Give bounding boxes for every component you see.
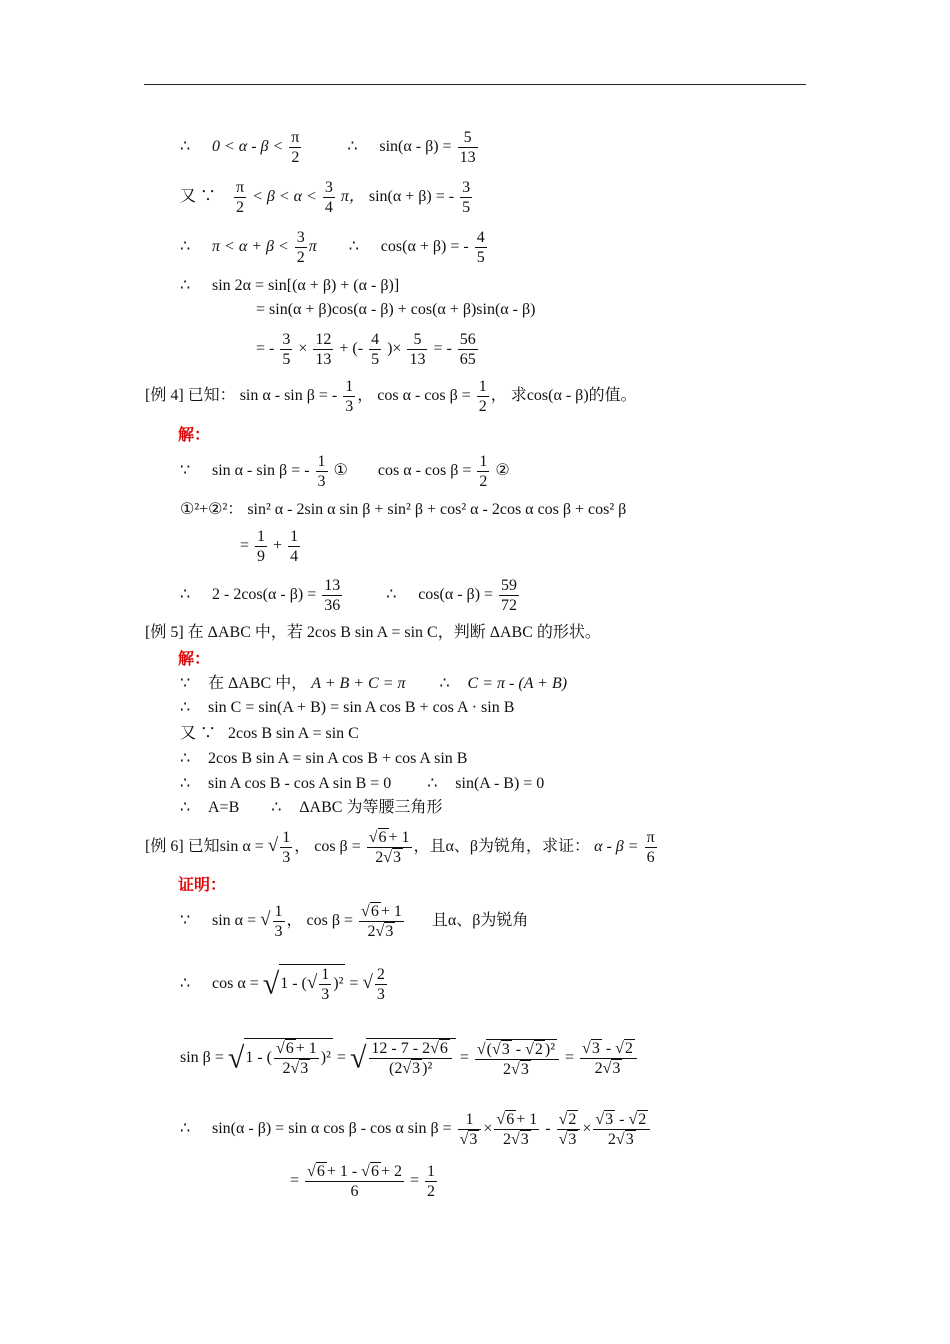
line-27: = $\frac{√6 + 1 - √6 + 2}{6}$ = $\frac{1}{2}$ bbox=[290, 1163, 436, 1200]
line-6: = - $\frac{3}{5}$ × $\frac{12}{13}$ + (- $\frac{4}{5}$ )× $\frac{5}{13}$ = - $\frac{56}{65}$ bbox=[256, 331, 476, 368]
line-23: ∵ sin α = √ $\frac{1}{3}$ ， cos β = $\frac{√6 + 1}{2√3}$ 且α、β为锐角 bbox=[180, 903, 529, 940]
fraction: $\frac{1}{√3}$ bbox=[458, 1110, 482, 1149]
fraction: $\frac{√6 + 1}{2√3}$ bbox=[275, 1040, 317, 1077]
line-16: ∴ sin C = sin(A + B) = sin A cos B + cos A · sin B bbox=[180, 699, 515, 716]
fraction: $\frac{\pi}{2}$ bbox=[236, 179, 245, 216]
fraction: $\frac{4}{5}$ bbox=[371, 331, 380, 368]
fraction: $\frac{1}{2}$ bbox=[427, 1163, 436, 1200]
fraction: $\frac{1}{9}$ bbox=[257, 528, 266, 565]
line-25: sin β = √1 - ( $\frac{√6 + 1}{2√3}$ )² = √ $\frac{12 - 7 - 2√6}{\text{(2√3 )²}}$ = $\frac{\text{√(√3 - √2 )²}}{2√3}$ = $\frac{√3 - √2}{2√3}$ bbox=[180, 1038, 639, 1079]
header-rule bbox=[144, 84, 806, 85]
line-3: ∴ π < α + β < $\frac{3}{2}$ π ∴ cos(α + β) = - $\frac{4}{5}$ bbox=[180, 229, 485, 266]
fraction: $\frac{3}{4}$ bbox=[324, 179, 333, 216]
fraction: $\frac{5}{13}$ bbox=[459, 129, 476, 166]
line-1: ∴ 0 < α - β < $\frac{\pi}{2}$ ∴ sin(α - β) = $\frac{5}{13}$ bbox=[180, 129, 476, 166]
fraction: $\frac{13}{36}$ bbox=[324, 577, 341, 614]
fraction: $\frac{1}{3}$ bbox=[282, 829, 291, 866]
fraction: $\frac{1}{3}$ bbox=[274, 903, 283, 940]
line-20: ∴ A=B ∴ ΔABC 为等腰三角形 bbox=[180, 799, 443, 816]
fraction: $\frac{5}{13}$ bbox=[409, 331, 426, 368]
line-19: ∴ sin A cos B - cos A sin B = 0 ∴ sin(A - B) = 0 bbox=[180, 775, 545, 792]
fraction: $\frac{1}{3}$ bbox=[345, 378, 354, 415]
fraction: $\frac{4}{5}$ bbox=[476, 229, 485, 266]
line-2: 又 ∵ $\frac{\pi}{2}$ < β < α < $\frac{3}{4}$ π， sin(α + β) = - $\frac{3}{5}$ bbox=[180, 179, 471, 216]
example-5: [例 5] 在 ΔABC 中，若 2cos B sin A = sin C，判断 ΔABC 的形状。 bbox=[145, 624, 601, 641]
fraction: $\frac{√2}{√3}$ bbox=[557, 1110, 581, 1149]
fraction: $\frac{12}{13}$ bbox=[315, 331, 332, 368]
proof-label: 证明： bbox=[178, 877, 227, 894]
solution-label: 解： bbox=[178, 651, 211, 668]
fraction: $\frac{3}{2}$ bbox=[296, 229, 305, 266]
line-11: = $\frac{1}{9}$ + $\frac{1}{4}$ bbox=[240, 528, 299, 565]
fraction: $\frac{12 - 7 - 2√6}{\text{(2√3 )²}}$ bbox=[369, 1039, 451, 1078]
fraction: $\frac{\pi}{2}$ bbox=[291, 129, 300, 166]
fraction: $\frac{√3 - √2}{2√3}$ bbox=[580, 1039, 637, 1078]
line-24: ∴ cos α = √1 - (√ $\frac{1}{3}$ )² = √ $\frac{2}{3}$ bbox=[180, 966, 385, 1003]
example-4: [例 4] 已知： sin α - sin β = - $\frac{1}{3}$ ， cos α - cos β = $\frac{1}{2}$ ， 求cos(α - β)的值。 bbox=[145, 378, 637, 415]
fraction: $\frac{59}{72}$ bbox=[501, 577, 518, 614]
line-12: ∴ 2 - 2cos(α - β) = $\frac{13}{36}$ ∴ cos(α - β) = $\frac{59}{72}$ bbox=[180, 577, 518, 614]
fraction: $\frac{\pi}{6}$ bbox=[646, 829, 655, 866]
example-6: [例 6] 已知sin α = √ $\frac{1}{3}$ ， cos β = $\frac{√6 + 1}{2√3}$ ，且α、β为锐角，求证： α - β = $\frac{\pi}{6}$ bbox=[145, 829, 655, 866]
line-15: ∵ 在 ΔABC 中， A + B + C = π ∴ C = π - (A + B) bbox=[180, 675, 568, 692]
fraction: $\frac{√6 + 1}{2√3}$ bbox=[496, 1111, 538, 1148]
fraction: $\frac{√6 + 1 - √6 + 2}{6}$ bbox=[307, 1163, 402, 1200]
fraction: $\frac{√6 + 1}{2√3}$ bbox=[361, 903, 402, 940]
fraction: $\frac{1}{2}$ bbox=[479, 453, 488, 490]
fraction: $\frac{\text{√(√3 - √2 )²}}{2√3}$ bbox=[475, 1039, 559, 1079]
line-18: ∴ 2cos B sin A = sin A cos B + cos A sin B bbox=[180, 750, 468, 767]
fraction: $\frac{56}{65}$ bbox=[459, 331, 476, 368]
fraction: $\frac{1}{3}$ bbox=[321, 966, 330, 1003]
fraction: $\frac{3}{5}$ bbox=[282, 331, 291, 368]
fraction: $\frac{1}{2}$ bbox=[478, 378, 487, 415]
solution-label: 解： bbox=[178, 427, 211, 444]
line-17: 又 ∵ 2cos B sin A = sin C bbox=[180, 725, 359, 742]
fraction: $\frac{2}{3}$ bbox=[376, 966, 385, 1003]
fraction: $\frac{√6 + 1}{2√3}$ bbox=[368, 829, 410, 866]
line-5: = sin(α + β)cos(α - β) + cos(α + β)sin(α - β) bbox=[256, 301, 536, 318]
fraction: $\frac{√3 - √2}{2√3}$ bbox=[593, 1110, 650, 1149]
line-9: ∵ sin α - sin β = - $\frac{1}{3}$ ① cos α - cos β = $\frac{1}{2}$ ② bbox=[180, 453, 510, 490]
fraction: $\frac{1}{4}$ bbox=[290, 528, 299, 565]
line-4: ∴ sin 2α = sin[(α + β) + (α - β)] bbox=[180, 277, 400, 294]
fraction: $\frac{1}{3}$ bbox=[317, 453, 326, 490]
fraction: $\frac{3}{5}$ bbox=[462, 179, 471, 216]
line-10: ①²+②²： sin² α - 2sin α sin β + sin² β + cos² α - 2cos α cos β + cos² β bbox=[180, 501, 627, 518]
line-26: ∴ sin(α - β) = sin α cos β - cos α sin β = $\frac{1}{√3}$ × $\frac{√6 + 1}{2√3}$ - $\frac{√2}{√3}$ × $\frac{√3 - √2}{2√3}$ bbox=[180, 1110, 652, 1149]
